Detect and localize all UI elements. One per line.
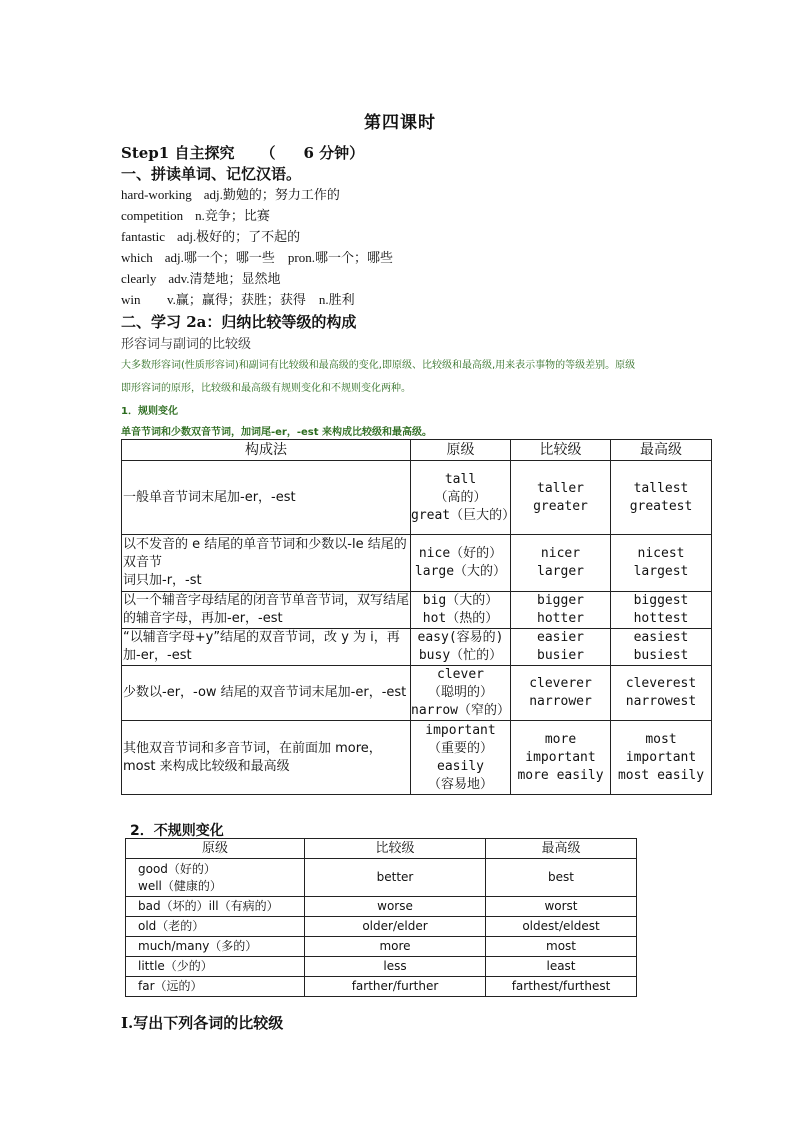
- page-title: 第四课时: [364, 113, 436, 133]
- intro-line-2: 即形容词的原形，比较级和最高级有规则变化和不规则变化两种。: [121, 383, 411, 394]
- superlative-cell: easiest busiest: [611, 629, 712, 666]
- part2-heading: 二、学习 2a：归纳比较等级的构成: [121, 313, 357, 331]
- vocab-meaning: v.赢；赢得；获胜；获得 n.胜利: [167, 292, 355, 307]
- table2-header-base: 原级: [126, 839, 305, 859]
- comparative-cell: easier busier: [511, 629, 611, 666]
- vocab-word: hard-working: [121, 187, 192, 202]
- vocab-meaning: adj.哪一个；哪一些 pron.哪一个；哪些: [164, 250, 393, 265]
- step1-label: Step1 自主探究: [121, 144, 235, 162]
- regular-comparison-table: [121, 439, 712, 795]
- vocab-word: competition: [121, 208, 184, 223]
- base-cell: far（远的）: [126, 977, 305, 997]
- comparative-cell: less: [305, 957, 486, 977]
- table-row: [122, 535, 712, 592]
- intro-line-1: 大多数形容词(性质形容词)和副词有比较级和最高级的变化,即原级、比较级和最高级,用来表示事物的等级差别。原级: [121, 360, 636, 371]
- table-row: [122, 629, 712, 666]
- comparative-cell: farther/further: [305, 977, 486, 997]
- rule-cell: 以一个辅音字母结尾的闭音节单音节词，双写结尾的辅音字母，再加-er，-est: [122, 592, 411, 629]
- vocab-item: [121, 205, 270, 224]
- comparative-cell: nicer larger: [511, 535, 611, 592]
- comparative-cell: cleverer narrower: [511, 666, 611, 721]
- base-cell: tall （高的） great（巨大的）: [411, 461, 511, 535]
- base-cell: old（老的）: [126, 917, 305, 937]
- step1-heading: [121, 142, 364, 163]
- vocab-item: [121, 184, 340, 203]
- table-row: [122, 461, 712, 535]
- superlative-cell: cleverest narrowest: [611, 666, 712, 721]
- rule-cell: 少数以-er，-ow 结尾的双音节词末尾加-er，-est: [122, 666, 411, 721]
- vocab-item: [121, 268, 281, 287]
- vocab-meaning: adj.极好的；了不起的: [177, 229, 301, 244]
- superlative-cell: best: [486, 859, 637, 897]
- comparative-cell: bigger hotter: [511, 592, 611, 629]
- vocab-meaning: n.竞争；比赛: [195, 208, 270, 223]
- superlative-cell: tallest greatest: [611, 461, 712, 535]
- comparative-cell: worse: [305, 897, 486, 917]
- comparative-cell: older/elder: [305, 917, 486, 937]
- rule-cell: 以不发音的 e 结尾的单音节词和少数以-le 结尾的双音节 词只加-r，-st: [122, 535, 411, 592]
- table-row: [122, 721, 712, 795]
- table1-header-comparative: 比较级: [511, 440, 611, 461]
- base-cell: important （重要的） easily （容易地）: [411, 721, 511, 795]
- base-cell: clever （聪明的） narrow（窄的）: [411, 666, 511, 721]
- base-cell: good（好的） well（健康的）: [126, 859, 305, 897]
- rule-cell: 其他双音节词和多音节词，在前面加 more，most 来构成比较级和最高级: [122, 721, 411, 795]
- table-row: [122, 592, 712, 629]
- comparative-cell: better: [305, 859, 486, 897]
- superlative-cell: oldest/eldest: [486, 917, 637, 937]
- table-row: [126, 897, 637, 917]
- vocab-word: win: [121, 292, 141, 307]
- step1-paren: （: [260, 144, 276, 162]
- superlative-cell: farthest/furthest: [486, 977, 637, 997]
- vocab-word: clearly: [121, 271, 157, 286]
- base-cell: nice（好的） large（大的）: [411, 535, 511, 592]
- part2-subheading: 形容词与副词的比较级: [121, 337, 252, 352]
- vocab-item: [121, 226, 300, 245]
- vocab-meaning: adv.清楚地；显然地: [168, 271, 281, 286]
- comparative-cell: taller greater: [511, 461, 611, 535]
- table2-header-superlative: 最高级: [486, 839, 637, 859]
- comparative-cell: more important more easily: [511, 721, 611, 795]
- step1-time: 6 分钟）: [303, 144, 365, 162]
- irregular-comparison-table: [125, 838, 637, 997]
- table1-header-rule: 构成法: [122, 440, 411, 461]
- table-row: [126, 977, 637, 997]
- superlative-cell: most: [486, 937, 637, 957]
- base-cell: big（大的） hot（热的）: [411, 592, 511, 629]
- vocab-item: [121, 289, 355, 308]
- table-row: [122, 666, 712, 721]
- table-row: [126, 957, 637, 977]
- superlative-cell: biggest hottest: [611, 592, 712, 629]
- superlative-cell: worst: [486, 897, 637, 917]
- comparative-cell: more: [305, 937, 486, 957]
- vocab-word: which: [121, 250, 153, 265]
- vocab-item: [121, 247, 393, 266]
- vocab-word: fantastic: [121, 229, 166, 244]
- table-row: [126, 917, 637, 937]
- rule-cell: “以辅音字母+y”结尾的双音节词，改 y 为 i，再加-er，-est: [122, 629, 411, 666]
- base-cell: easy(容易的) busy（忙的）: [411, 629, 511, 666]
- regular-note: 单音节词和少数双音节词，加词尾-er，-est 来构成比较级和最高级。: [121, 427, 433, 438]
- table-row: [126, 937, 637, 957]
- table2-header-comparative: 比较级: [305, 839, 486, 859]
- exercise-heading: I.写出下列各词的比较级: [121, 1014, 284, 1032]
- vocab-meaning: adj.勤勉的；努力工作的: [203, 187, 340, 202]
- table1-header-superlative: 最高级: [611, 440, 712, 461]
- part1-heading: 一、拼读单词、记忆汉语。: [121, 165, 302, 183]
- base-cell: little（少的）: [126, 957, 305, 977]
- base-cell: bad（坏的）ill（有病的）: [126, 897, 305, 917]
- table-row: [126, 859, 637, 897]
- rule-cell: 一般单音节词末尾加-er，-est: [122, 461, 411, 535]
- superlative-cell: most important most easily: [611, 721, 712, 795]
- base-cell: much/many（多的）: [126, 937, 305, 957]
- regular-heading: 1．规则变化: [121, 406, 178, 417]
- table1-header-base: 原级: [411, 440, 511, 461]
- superlative-cell: least: [486, 957, 637, 977]
- superlative-cell: nicest largest: [611, 535, 712, 592]
- irregular-heading: 2．不规则变化: [130, 823, 224, 839]
